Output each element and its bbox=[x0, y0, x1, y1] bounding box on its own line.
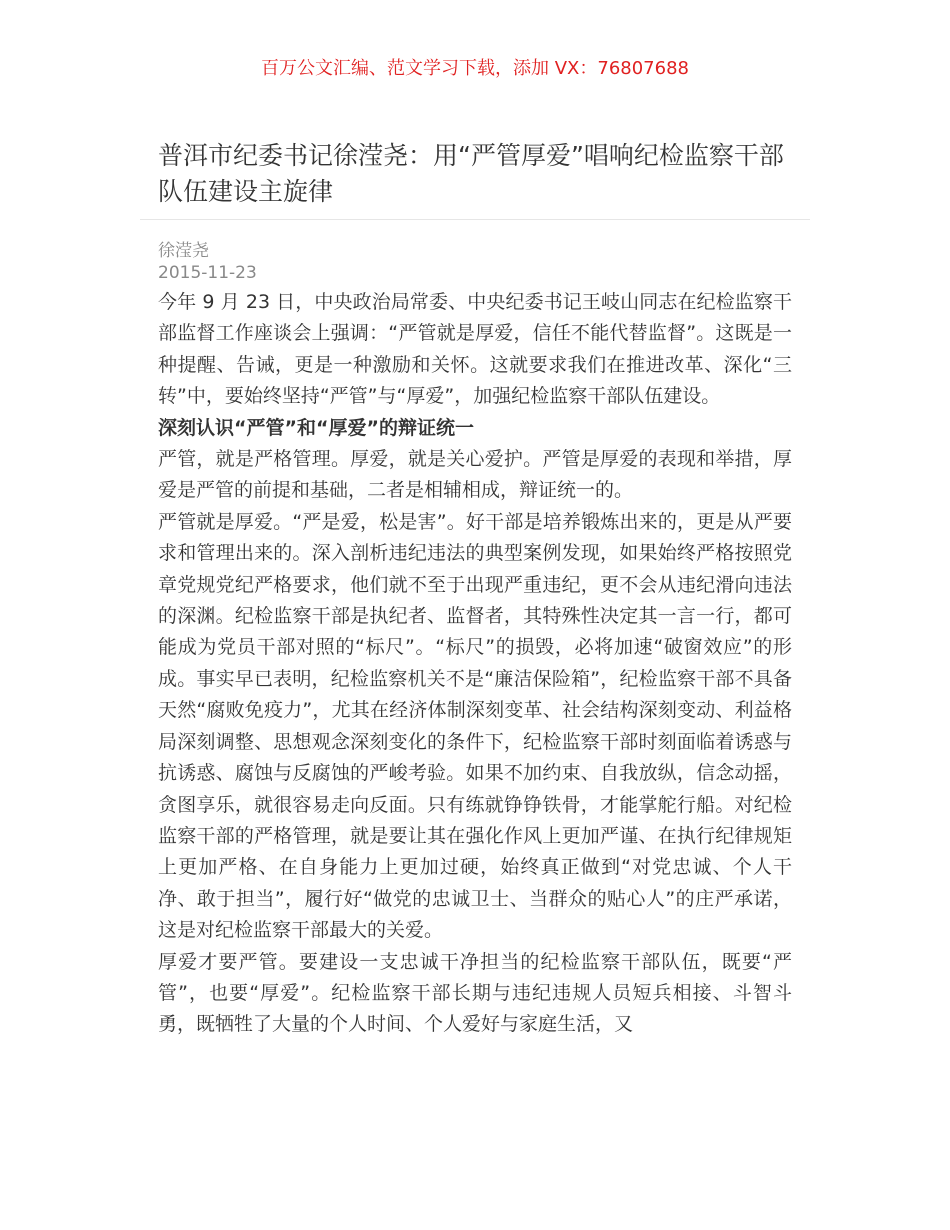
paragraph-definition: 严管，就是严格管理。厚爱，就是关心爱护。严管是厚爱的表现和举措，厚爱是严管的前提和基础，二者是相辅相成，辩证统一的。 bbox=[158, 448, 792, 502]
title-divider bbox=[140, 219, 810, 220]
article-date: 2015-11-23 bbox=[158, 263, 257, 283]
article-title: 普洱市纪委书记徐滢尧：用“严管厚爱”唱响纪检监察干部队伍建设主旋律 bbox=[158, 141, 784, 206]
section-heading: 深刻认识“严管”和“厚爱”的辩证统一 bbox=[158, 416, 474, 439]
article-body bbox=[158, 287, 792, 1041]
article-author: 徐滢尧 bbox=[158, 241, 209, 261]
promo-banner: 百万公文汇编、范文学习下载，添加 VX：76807688 bbox=[261, 58, 689, 79]
paragraph-strict-is-love: 严管就是厚爱。“严是爱，松是害”。好干部是培养锻炼出来的，更是从严要求和管理出来的。深入剖析违纪违法的典型案例发现，如果始终严格按照党章党规党纪严格要求，他们就不至于出现严重违纪，更不会从违纪滑向违法的深渊。纪检监察干部是执纪者、监督者，其特殊性决定其一言一行，都可能成为党员干部对照的“标尺”。“标尺”的损毁，必将加速“破窗效应”的形成。事实早已表明，纪检监察机关不是“廉洁保险箱”，纪检监察干部不具备天然“腐败免疫力”，尤其在经济体制深刻变革、社会结构深刻变动、利益格局深刻调整、思想观念深刻变化的条件下，纪检监察干部时刻面临着诱惑与抗诱惑、腐蚀与反腐蚀的严峻考验。如果不加约束、自我放纵，信念动摇，贪图享乐，就很容易走向反面。只有练就铮铮铁骨，才能掌舵行船。对纪检监察干部的严格管理，就是要让其在强化作风上更加严谨、在执行纪律规矩上更加严格、在自身能力上更加过硬，始终真正做到“对党忠诚、个人干净、敢于担当”，履行好“做党的忠诚卫士、当群众的贴心人”的庄严承诺，这是对纪检监察干部最大的关爱。 bbox=[158, 510, 792, 942]
paragraph-intro: 今年 9 月 23 日，中央政治局常委、中央纪委书记王岐山同志在纪检监察干部监督工作座谈会上强调：“严管就是厚爱，信任不能代替监督”。这既是一种提醒、告诫，更是一种激励和关怀。这就要求我们在推进改革、深化“三转”中，要始终坚持“严管”与“厚爱”，加强纪检监察干部队伍建设。 bbox=[158, 291, 792, 408]
paragraph-love-requires-strict: 厚爱才要严管。要建设一支忠诚干净担当的纪检监察干部队伍，既要“严管”，也要“厚爱”。纪检监察干部长期与违纪违规人员短兵相接、斗智斗勇，既牺牲了大量的个人时间、个人爱好与家庭生活，又 bbox=[158, 950, 792, 1036]
